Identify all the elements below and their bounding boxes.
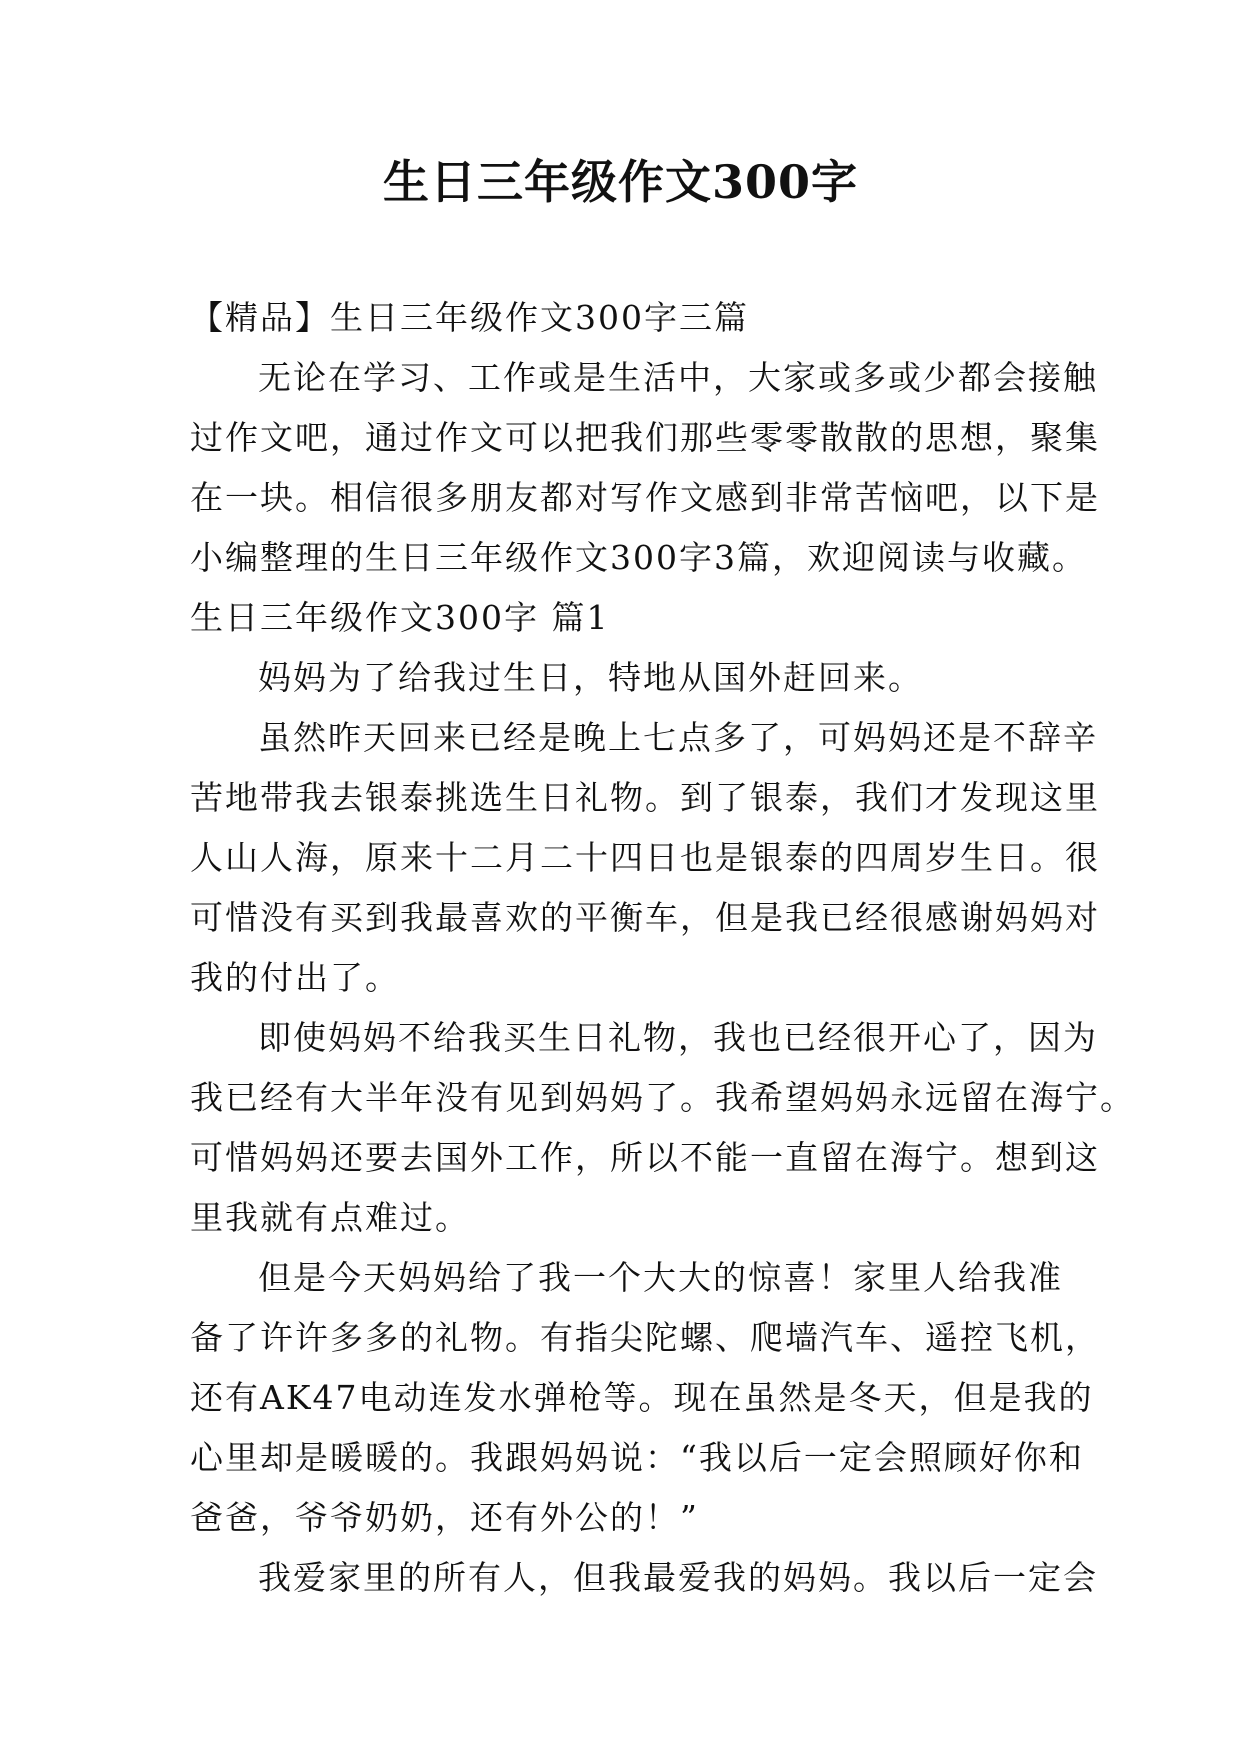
text-line: 虽然昨天回来已经是晚上七点多了，可妈妈还是不辞辛 <box>258 718 1098 757</box>
text-line: 我已经有大半年没有见到妈妈了。我希望妈妈永远留在海宁。 <box>190 1078 1135 1117</box>
section-heading: 生日三年级作文300字 篇1 <box>190 598 610 637</box>
text-line: 过作文吧，通过作文可以把我们那些零零散散的思想，聚集 <box>190 418 1100 457</box>
text-line: 即使妈妈不给我买生日礼物，我也已经很开心了，因为 <box>258 1018 1098 1057</box>
text-line: 可惜妈妈还要去国外工作，所以不能一直留在海宁。想到这 <box>190 1138 1100 1177</box>
text-line: 我的付出了。 <box>190 958 400 997</box>
text-line: 备了许许多多的礼物。有指尖陀螺、爬墙汽车、遥控飞机， <box>190 1318 1100 1357</box>
text-line: 小编整理的生日三年级作文300字3篇，欢迎阅读与收藏。 <box>190 538 1087 577</box>
text-line: 可惜没有买到我最喜欢的平衡车，但是我已经很感谢妈妈对 <box>190 898 1100 937</box>
text-line: 无论在学习、工作或是生活中，大家或多或少都会接触 <box>258 358 1098 397</box>
text-line: 我爱家里的所有人，但我最爱我的妈妈。我以后一定会 <box>258 1558 1098 1597</box>
text-line: 爸爸，爷爷奶奶，还有外公的！” <box>190 1498 699 1537</box>
text-line: 但是今天妈妈给了我一个大大的惊喜！家里人给我准 <box>258 1258 1063 1297</box>
text-line: 还有AK47电动连发水弹枪等。现在虽然是冬天，但是我的 <box>190 1378 1094 1417</box>
text-line: 在一块。相信很多朋友都对写作文感到非常苦恼吧，以下是 <box>190 478 1100 517</box>
text-line: 苦地带我去银泰挑选生日礼物。到了银泰，我们才发现这里 <box>190 778 1100 817</box>
text-line: 【精品】生日三年级作文300字三篇 <box>190 298 749 337</box>
text-line: 人山人海，原来十二月二十四日也是银泰的四周岁生日。很 <box>190 838 1100 877</box>
text-line: 里我就有点难过。 <box>190 1198 470 1237</box>
document-title: 生日三年级作文300字 <box>382 155 859 209</box>
document-body <box>190 288 1135 1608</box>
text-line: 心里却是暖暖的。我跟妈妈说：“我以后一定会照顾好你和 <box>190 1438 1084 1477</box>
text-line: 妈妈为了给我过生日，特地从国外赶回来。 <box>258 658 923 697</box>
